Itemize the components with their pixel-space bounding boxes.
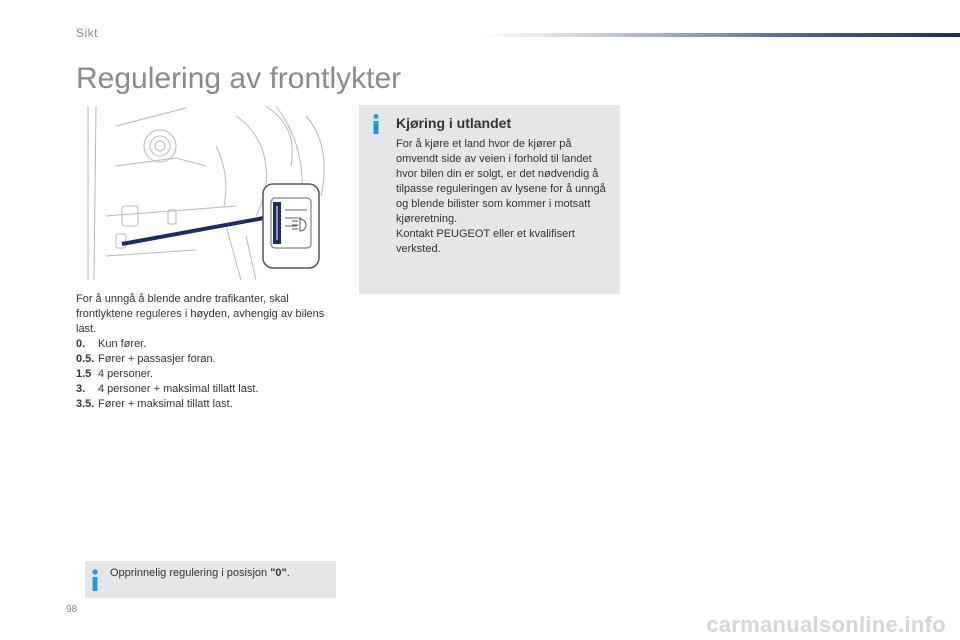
level-label: Fører + passasjer foran.: [98, 353, 216, 365]
info-icon: [371, 114, 381, 134]
level-label: 4 personer + maksimal tillatt last.: [98, 383, 259, 395]
info-paragraph: For å kjøre et land hvor de kjører på omvendt side av veien i forhold til landet hvor bilen din er solgt, er det nødvendig å tilpasse reguleringen av lysene for å unngå og blende bilister som kommer i motsatt kjøreretning.: [396, 138, 606, 225]
watermark: carmanualsonline.info: [706, 612, 946, 637]
level-list: [76, 337, 338, 412]
level-key: 0.5.: [76, 353, 95, 365]
intro-text-block: [76, 292, 338, 412]
note-suffix: .: [286, 567, 290, 579]
note-text: [110, 567, 290, 579]
info-box: [359, 105, 620, 294]
page-number: 98: [66, 604, 78, 615]
headlamp-adjuster-illustration: [76, 106, 338, 280]
info-title: Kjøring i utlandet: [396, 115, 512, 131]
level-key: 1.5: [76, 368, 92, 380]
level-row: [76, 337, 338, 352]
level-label: Fører + maksimal tillatt last.: [98, 398, 233, 410]
note-label: Opprinnelig regulering i posisjon: [110, 567, 271, 579]
level-row: [76, 397, 338, 412]
header-bar: [480, 33, 960, 37]
level-row: [76, 352, 338, 367]
level-key: 0.: [76, 338, 86, 350]
info-icon: [90, 569, 100, 591]
level-key: 3.: [76, 383, 86, 395]
intro-paragraph: For å unngå å blende andre trafikanter, skal frontlyktene reguleres i høyden, avhengig av bilens last.: [76, 293, 325, 335]
info-contact: Kontakt PEUGEOT eller et kvalifisert verksted.: [396, 228, 575, 255]
level-label: Kun fører.: [98, 338, 147, 350]
level-key: 3.5.: [76, 398, 95, 410]
info-body: [396, 137, 616, 257]
section-label: Sikt: [76, 26, 99, 40]
level-row: [76, 382, 338, 397]
note-box: [85, 561, 336, 598]
page-title: Regulering av frontlykter: [76, 62, 402, 95]
level-label: 4 personer.: [98, 368, 154, 380]
level-row: [76, 367, 338, 382]
note-value: "0": [270, 567, 287, 579]
